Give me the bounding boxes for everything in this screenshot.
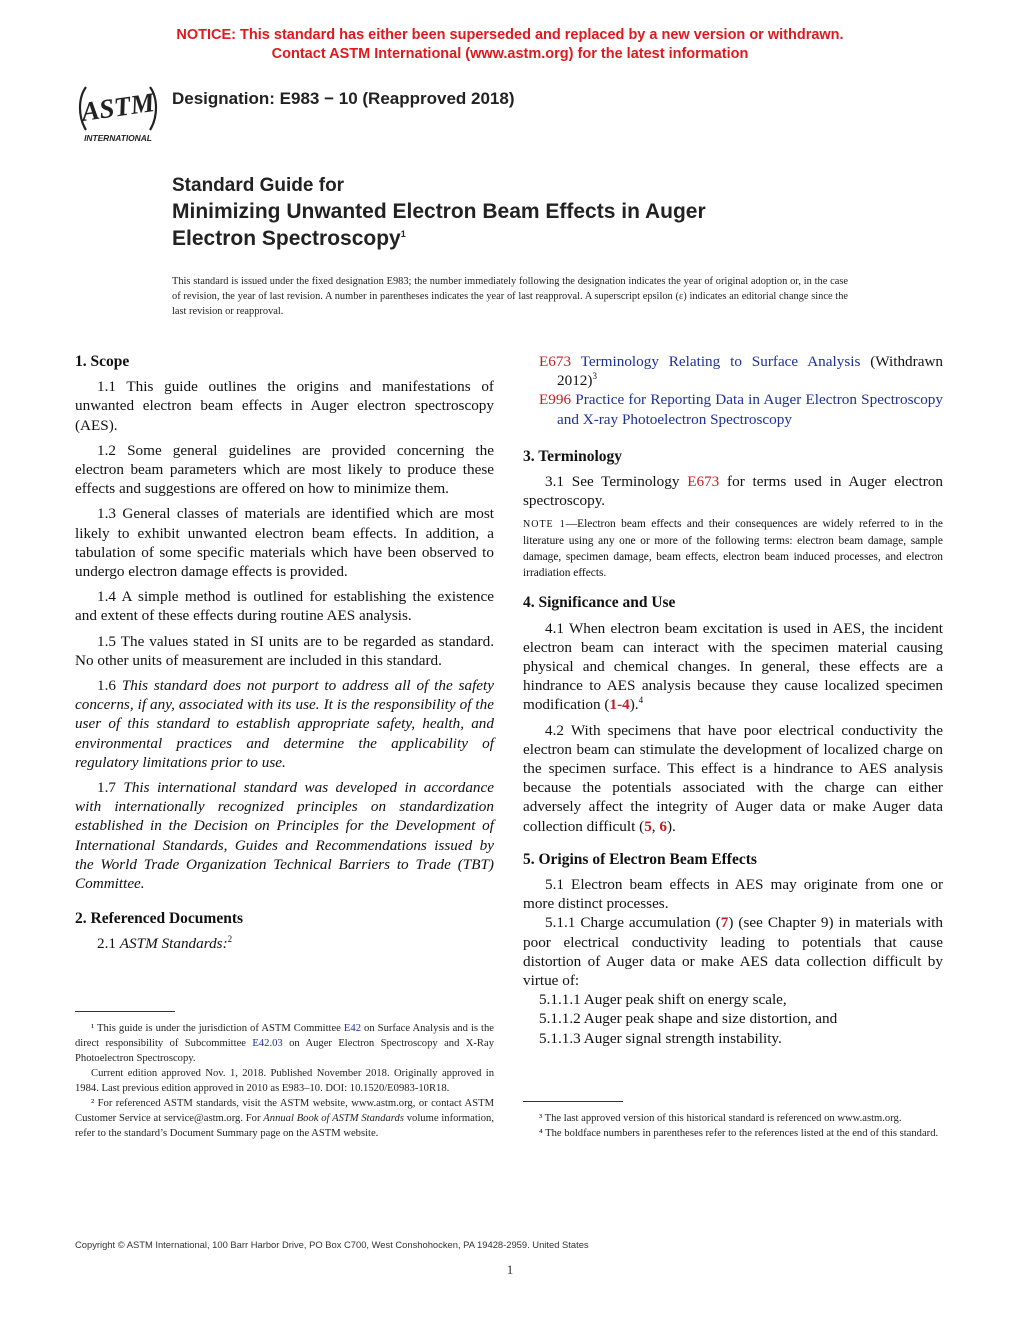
footnote-rule-left [75, 1011, 175, 1012]
designation: Designation: E983 − 10 (Reapproved 2018) [172, 89, 515, 108]
terminology-heading: 3. Terminology [523, 447, 623, 465]
logo-sub: INTERNATIONAL [84, 133, 152, 143]
notice-line-1: NOTICE: This standard has either been superseded and replaced by a new version or withdrawn. [176, 27, 844, 43]
logo-letters: ASTM [79, 87, 157, 127]
footnotes-left [75, 1021, 494, 1141]
section-1-6: 1.6 This standard does not purport to address all of the safety concerns, if any, associated with its use. It is the responsibility of the user of this standard to establish appropriate safety, health, and environmental practices and determine the applicability of regulatory limitations prior to use. [75, 677, 494, 771]
right-column [523, 352, 943, 1048]
ref-link-5[interactable]: 5 [644, 817, 652, 835]
copyright: Copyright © ASTM International, 100 Barr Harbor Drive, PO Box C700, West Conshohocken, PA 19428-2959. United States [75, 1239, 589, 1250]
link-e673-title[interactable]: Terminology Relating to Surface Analysis [580, 353, 861, 370]
link-e42-03[interactable]: E42.03 [252, 1038, 283, 1049]
section-1-2: 1.2 Some general guidelines are provided concerning the electron beam parameters which are most likely to produce these effects and suggestions are offered on how to minimize them. [75, 441, 494, 498]
section-5-1-1-2: 5.1.1.2 Auger peak shape and size distortion, and [539, 1010, 838, 1028]
ref-link-6[interactable]: 6 [659, 817, 667, 835]
ref-link-7[interactable]: 7 [720, 914, 729, 932]
footnote-2: ² For referenced ASTM standards, visit the ASTM website, www.astm.org, or contact ASTM Customer Service at service@astm.org. For Annual Book of ASTM Standards volume information, refer to the standard’s Document Summary page on the ASTM website. [75, 1098, 494, 1139]
page-number: 1 [506, 1262, 514, 1277]
footnote-rule-right [523, 1101, 623, 1102]
link-e673[interactable]: E673 [539, 353, 572, 370]
section-5-1: 5.1 Electron beam effects in AES may originate from one or more distinct processes. [523, 876, 943, 913]
notice-banner [0, 26, 1020, 64]
title-line-2: Minimizing Unwanted Electron Beam Effects in Auger [172, 200, 706, 223]
notice-line-2: Contact ASTM International (www.astm.org) for the latest information [271, 46, 749, 62]
reference-e673: E673 Terminology Relating to Surface Analysis (Withdrawn 2012)$^3$ [539, 353, 944, 390]
section-1-1: 1.1 This guide outlines the origins and manifestations of unwanted electron beam effects in Auger electron spectroscopy (AES). [75, 378, 494, 434]
title-footnote-ref[interactable]: 1 [400, 229, 406, 239]
title-line-3: Electron Spectroscopy$^1$ [172, 227, 406, 250]
section-5-1-1-1: 5.1.1.1 Auger peak shift on energy scale, [539, 991, 787, 1009]
section-1-3: 1.3 General classes of materials are identified which are most likely to exhibit unwanted electron beam effects. In addition, a tabulation of some specific materials which have been observed to undergo electron damage effects is provided. [75, 505, 494, 581]
section-1-4: 1.4 A simple method is outlined for establishing the existence and extent of these effects during routine AES analysis. [75, 588, 494, 625]
astm-logo [72, 72, 164, 148]
footnotes-right [523, 1111, 943, 1141]
section-1-7: 1.7 This international standard was developed in accordance with internationally recognized principles on standardization established in the Decision on Principles for the Development of International Standards, Guides and Recommendations issued by the World Trade Organization Technical Barriers to Trade (TBT) Committee. [75, 779, 494, 893]
footnote-4: ⁴ The boldface numbers in parentheses refer to the references listed at the end of this standard. [539, 1128, 939, 1139]
document-title [172, 174, 706, 252]
significance-heading: 4. Significance and Use [523, 594, 676, 612]
footnote-1-edition: Current edition approved Nov. 1, 2018. Published November 2018. Originally approved in 1984. Last previous edition approved in 2010 as E983–10. DOI: 10.1520/E0983-10R18. [75, 1068, 494, 1094]
link-e673-inline[interactable]: E673 [687, 473, 720, 491]
link-e996-title[interactable]: Practice for Reporting Data in Auger Electron Spectroscopy and X-ray Photoelectron Spectroscopy [557, 391, 943, 428]
section-4-1: 4.1 When electron beam excitation is used in AES, the incident electron beam can interact with the specimen material causing physical and chemical changes. In general, these effects are a hindrance to AES analysis because they cause localized specimen modification (1-4).$^4$ [523, 619, 943, 714]
referenced-documents-heading: 2. Referenced Documents [75, 910, 244, 928]
link-e42[interactable]: E42 [343, 1023, 361, 1034]
ref-link-1-4[interactable]: 1-4 [609, 696, 630, 714]
section-5-1-1-3: 5.1.1.3 Auger signal strength instability. [539, 1029, 782, 1047]
section-1-5: 1.5 The values stated in SI units are to be regarded as standard. No other units of measurement are included in this standard. [75, 632, 494, 669]
left-column [75, 352, 494, 960]
section-3-1: 3.1 See Terminology E673 for terms used in Auger electron spectroscopy. [523, 473, 944, 510]
title-line-1: Standard Guide for [172, 175, 345, 196]
reference-e996 [523, 390, 943, 428]
section-2-1: 2.1 ASTM Standards:$^2$ [97, 934, 233, 953]
footnote-3: ³ The last approved version of this historical standard is referenced on www.astm.org. [539, 1113, 902, 1124]
section-4-2: 4.2 With specimens that have poor electrical conductivity the electron beam can stimulate the development of localized charge on the specimen surface. This effect is a hindrance to AES analysis because the potentials associated with the charge can either adversely affect the integrity of Auger data or make Auger data collection difficult (5, 6). [523, 721, 943, 835]
section-5-1-1: 5.1.1 Charge accumulation (7) (see Chapter 9) in materials with poor electrical conductivity leading to potentials that cause distortion of Auger data or make AES data collection difficult by virtue of: [523, 914, 943, 990]
footnote-1: ¹ This guide is under the jurisdiction of ASTM Committee E42 on Surface Analysis and is the direct responsibility of Subcommittee E42.03 on Auger Electron Spectroscopy and X-Ray Photoelectron Spectroscopy. [75, 1023, 494, 1064]
origins-heading: 5. Origins of Electron Beam Effects [523, 850, 757, 868]
note-1: NOTE 1—Electron beam effects and their consequences are widely referred to in the literature using any one or more of the following terms: electron beam damage, sample damage, specimen damage, beam effects, electron beam induced processes, and electron irradiation effects. [523, 518, 943, 580]
link-e996[interactable]: E996 [539, 391, 572, 409]
designation-note: This standard is issued under the fixed designation E983; the number immediately following the designation indicates the year of original adoption or, in the case of revision, the year of last revision. A number in parentheses indicates the year of last reapproval. A superscript epsilon (ε) indicates an editorial change since the last revision or reapproval. [172, 276, 848, 317]
scope-heading: 1. Scope [75, 353, 130, 370]
